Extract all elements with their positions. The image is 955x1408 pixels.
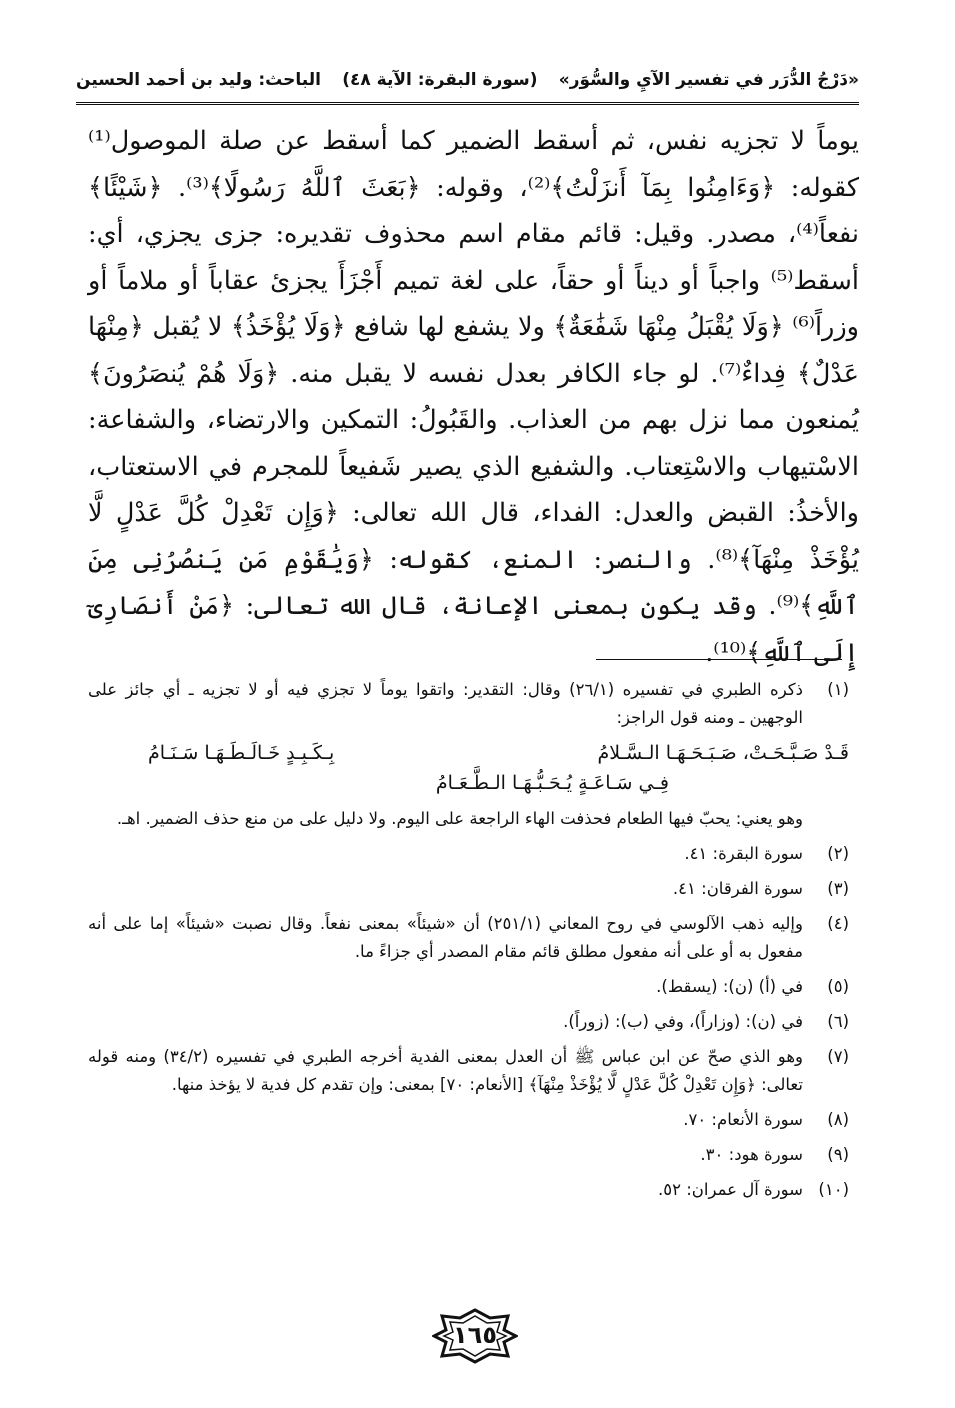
footnote-number: (٦) [827,1012,849,1031]
footnote-text: في (أ) (ن): (يسقط). [656,977,803,996]
footnote-number: (١) [827,680,849,699]
footnote-text: سورة البقرة: ٤١. [684,844,803,863]
footnote-text: وهو الذي صحّ عن ابن عباس ﷺ أن العدل بمعنى الفدية أخرجه الطبري في تفسيره (٣٤/٢) ومنه قوله تعالى: ﴿وَإِن تَعْدِلْ كُلَّ عَدْلٍ لَّا يُؤْخَذْ مِنْهَآ﴾ [الأنعام: ٧٠] بمعنى: وإن تقدم كل فدية لا يؤخذ منها. [88,1047,803,1094]
footnote-text: ذكره الطبري في تفسيره (٢٦/١) وقال: التقدير: واتقوا يوماً لا تجزي فيه أو لا تجزيه ـ أي جائز على الوجهين ـ ومنه قول الراجز: [88,680,803,727]
poem-hemistich-2: بِـكَـبِـدٍ خَـالَـطَـهَـا سَـنَـامُ [148,742,335,764]
footnote-number: (٥) [827,977,849,996]
footnote-9 [88,1141,849,1169]
header-rule [76,102,859,105]
footnote-number: (٨) [827,1110,849,1129]
footnotes [88,676,849,1211]
main-paragraph: يوماً لا تجزيه نفس، ثم أسقط الضمير كما أسقط عن صلة الموصول⁽¹⁾ كقوله: ﴿وَءَامِنُوا بِمَآ أَنزَلْتُ﴾⁽²⁾، وقوله: ﴿بَعَثَ ٱللَّهُ رَسُولًا﴾⁽³⁾. ﴿شَيْئًا﴾ نفعاً⁽⁴⁾، مصدر. وقيل: قائم مقام اسم محذوف تقديره: جزى يجزي، أي: أسقط⁽⁵⁾ واجباً أو ديناً أو حقاً، على لغة تميم أَجْزَأَ يجزئ عقاباً أو ملاماً أو وزراً⁽⁶⁾ ﴿وَلَا يُقْبَلُ مِنْهَا شَفَٰعَةٌ﴾ ولا يشفع لها شافع ﴿وَلَا يُؤْخَذُ﴾ لا يُقبل ﴿مِنْهَا عَدْلٌ﴾ فِداءٌ⁽⁷⁾. لو جاء الكافر بعدل نفسه لا يقبل منه. ﴿وَلَا هُمْ يُنصَرُونَ﴾ يُمنعون مما نزل بهم من العذاب. والقَبُولُ: التمكين والارتضاء، والشفاعة: الاسْتيهاب والاسْتِعتاب. والشفيع الذي يصير شَفيعاً للمجرم في الاستعتاب، والأخذُ: القبض والعدل: الفداء، قال الله تعالى: ﴿وَإِن تَعْدِلْ كُلَّ عَدْلٍ لَّا يُؤْخَذْ مِنْهَآ﴾⁽⁸⁾. والنصر: المنع، كقوله: ﴿وَيَٰقَوْمِ مَن يَنصُرُنِى مِنَ ٱللَّهِ﴾⁽⁹⁾. وقد يكون بمعنى الإعانة، قال الله تعالى: ﴿مَنْ أَنصَارِىٓ إِلَى ٱللَّهِ﴾⁽¹⁰⁾. [88,126,860,668]
footnote-5 [88,973,849,1001]
footnote-number: (٢) [827,844,849,863]
footnote-10 [88,1176,849,1204]
header-book-title: «دَرْجُ الدُّرَر في تفسير الآيِ والسُّوَر» [558,70,859,90]
running-header [76,60,859,100]
footnote-4 [88,910,849,966]
footnote-text: سورة آل عمران: ٥٢. [657,1180,803,1199]
footnote-text: سورة الفرقان: ٤١. [672,879,803,898]
footnote-number: (١٠) [818,1180,849,1199]
header-researcher: الباحث: وليد بن أحمد الحسين [76,70,321,90]
page-number: ١٦٥ [453,1321,497,1349]
footnote-2 [88,840,849,868]
footnote-number: (٣) [827,879,849,898]
footnote-1 [88,676,849,732]
poem-hemistich-1: قَـدْ صَـبَّـحَـتْ، صَـبَـحَـهَـا الـسَّـلامُ [597,742,849,764]
footnote-text: في (ن): (وزاراً)، وفي (ب): (زوراً). [563,1012,803,1031]
poem-hemistich-3: فِـي سَـاعَـةٍ يُـحَـبُّـهَـا الـطَّـعَـامُ [435,772,669,794]
footnote-3 [88,875,849,903]
footnote-text: وهو يعني: يحبّ فيها الطعام فحذفت الهاء الراجعة على اليوم. ولا دليل على من منع حذف الضمير. اهـ. [116,809,803,828]
footnote-text: سورة هود: ٣٠. [700,1145,803,1164]
footnote-7 [88,1043,849,1099]
footnote-6 [88,1008,849,1036]
footnote-text: وإليه ذهب الآلوسي في روح المعاني (٢٥١/١) أن «شيئاً» بمعنى نفعاً. وقال نصبت «شيئاً» إما على أنه مفعول به أو على أنه مفعول مطلق قائم مقام المصدر أي جزاءً ما. [88,914,803,961]
poem-verse [134,739,849,799]
footnote-number: (٧) [827,1047,849,1066]
header-location: (سورة البقرة: الآية ٤٨) [342,70,538,90]
footnote-separator [596,659,842,660]
footnote-1-continued [88,805,849,833]
footnote-text: سورة الأنعام: ٧٠. [683,1110,803,1129]
footnote-8 [88,1106,849,1134]
main-text [88,118,859,676]
page-number-ornament [432,1308,518,1364]
footnote-number: (٤) [827,914,849,933]
footnote-number: (٩) [827,1145,849,1164]
